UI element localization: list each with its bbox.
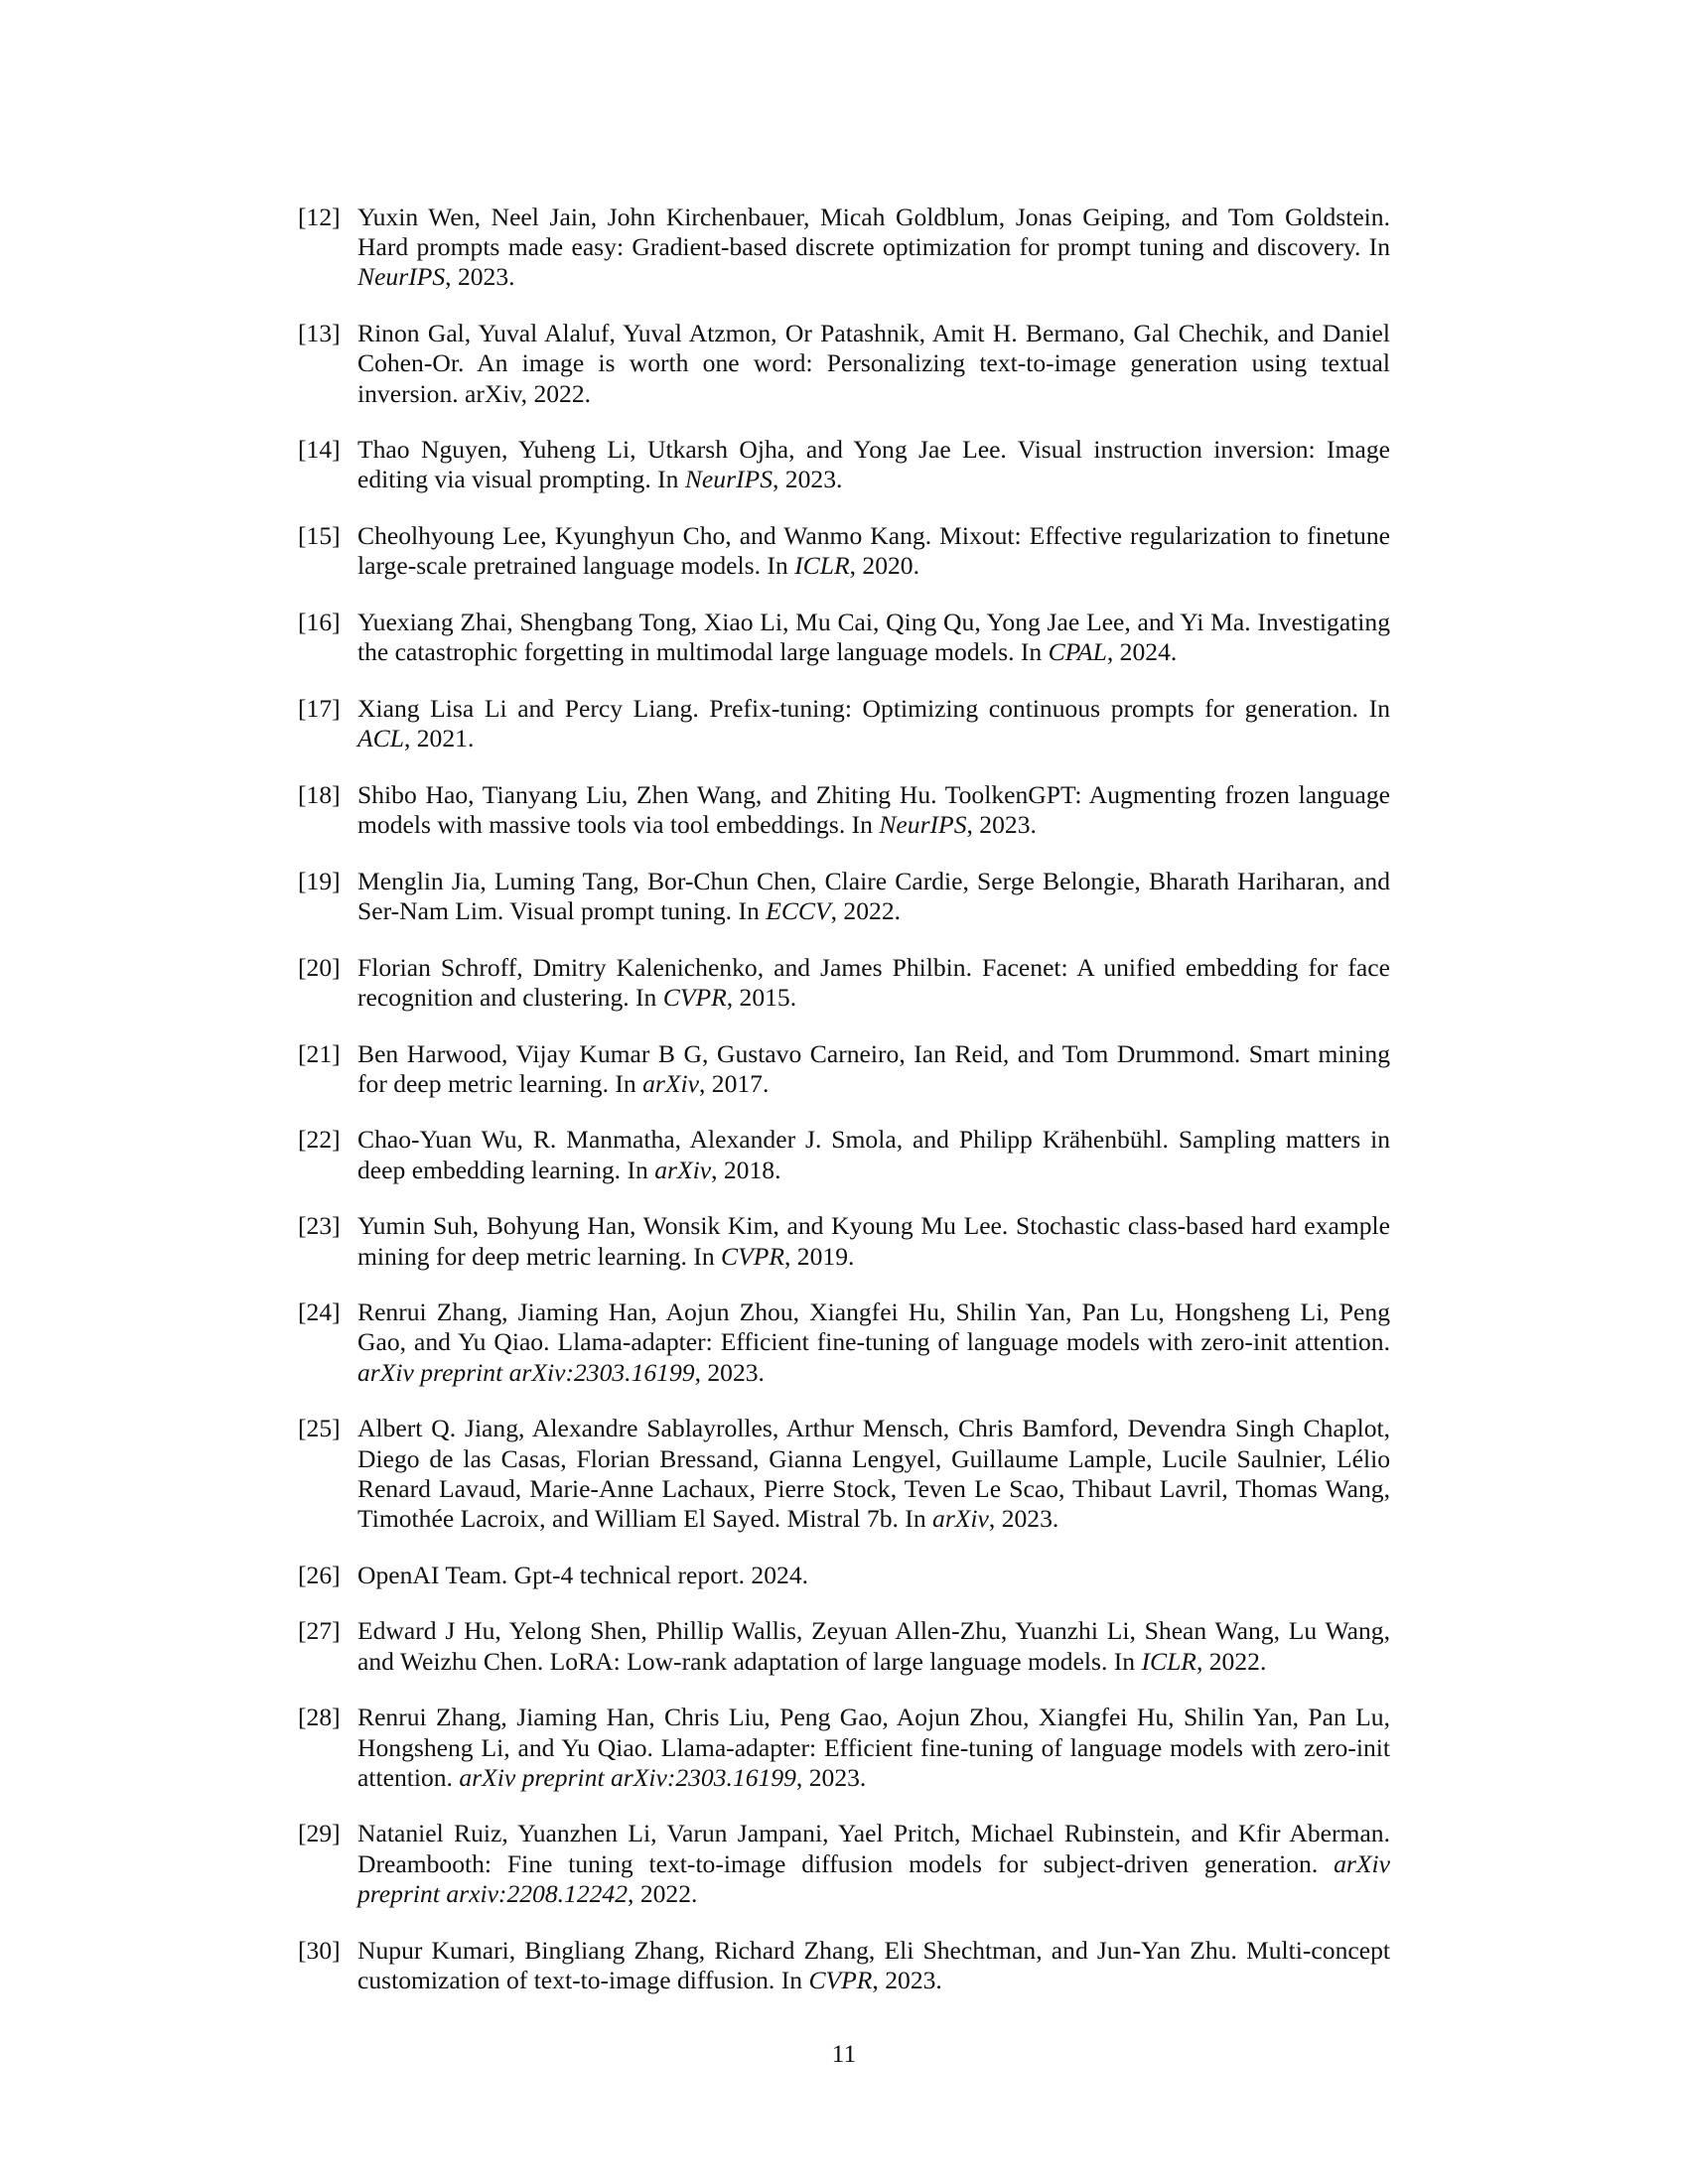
reference-text bbox=[357, 1039, 1390, 1099]
reference-segment: , 2023. bbox=[988, 1504, 1059, 1533]
reference-segment: , 2023. bbox=[966, 810, 1037, 840]
reference-segment: Renrui Zhang, Jiaming Han, Aojun Zhou, Xiangfei Hu, Shilin Yan, Pan Lu, Hongsheng Li, Peng Gao, and Yu Qiao. Llama-adapter: Efficient fine-tuning of language models with zero-init attention. bbox=[357, 1297, 1390, 1357]
reference-number: [25] bbox=[298, 1414, 341, 1443]
reference-venue: CVPR bbox=[721, 1241, 784, 1271]
reference-item bbox=[298, 608, 1390, 667]
reference-text bbox=[357, 780, 1390, 840]
reference-number: [30] bbox=[298, 1935, 341, 1965]
reference-text bbox=[357, 319, 1390, 409]
reference-segment: , 2018. bbox=[711, 1155, 781, 1184]
reference-item bbox=[298, 435, 1390, 494]
reference-text bbox=[357, 1211, 1390, 1271]
reference-venue: NeurIPS bbox=[879, 810, 967, 840]
reference-item bbox=[298, 1561, 1390, 1590]
reference-number: [12] bbox=[298, 203, 341, 231]
reference-segment: Florian Schroff, Dmitry Kalenichenko, and James Philbin. Facenet: A unified embedding for face recognition and clustering. In bbox=[357, 952, 1390, 1012]
reference-segment: , 2023. bbox=[872, 1965, 942, 1994]
reference-venue: arXiv preprint arXiv:2303.16199 bbox=[459, 1762, 796, 1792]
reference-venue: arXiv preprint arXiv:2303.16199 bbox=[357, 1357, 695, 1387]
reference-segment: Renrui Zhang, Jiaming Han, Chris Liu, Peng Gao, Aojun Zhou, Xiangfei Hu, Shilin Yan, Pan Lu, Hongsheng Li, and Yu Qiao. Llama-adapter: Efficient fine-tuning of language models with zero-init attention. bbox=[357, 1703, 1390, 1792]
reference-venue: ICLR bbox=[794, 551, 850, 581]
reference-text bbox=[357, 1616, 1390, 1676]
reference-segment: Thao Nguyen, Yuheng Li, Utkarsh Ojha, and Yong Jae Lee. Visual instruction inversion: Image editing via visual prompting. In bbox=[357, 435, 1390, 494]
reference-segment: , 2019. bbox=[784, 1241, 855, 1271]
reference-venue: CPAL bbox=[1048, 637, 1107, 667]
page-number: 11 bbox=[831, 2039, 857, 2068]
reference-text bbox=[357, 1125, 1390, 1184]
reference-segment: Chao-Yuan Wu, R. Manmatha, Alexander J. Smola, and Philipp Krähenbühl. Sampling matters in deep embedding learning. In bbox=[357, 1125, 1390, 1184]
reference-segment: , 2015. bbox=[726, 982, 797, 1012]
reference-segment: Yumin Suh, Bohyung Han, Wonsik Kim, and Kyoung Mu Lee. Stochastic class-based hard example mining for deep metric learning. In bbox=[357, 1211, 1390, 1271]
reference-segment: Shibo Hao, Tianyang Liu, Zhen Wang, and Zhiting Hu. ToolkenGPT: Augmenting frozen language models with massive tools via tool embeddings. In bbox=[357, 779, 1390, 840]
reference-item bbox=[298, 319, 1390, 409]
reference-text bbox=[357, 953, 1390, 1013]
reference-number: [15] bbox=[298, 521, 341, 551]
reference-text bbox=[357, 1703, 1390, 1793]
reference-number: [26] bbox=[298, 1560, 341, 1589]
reference-item bbox=[298, 1297, 1390, 1388]
reference-text bbox=[357, 203, 1390, 293]
reference-text bbox=[357, 435, 1390, 494]
reference-venue: NeurIPS bbox=[357, 262, 446, 292]
reference-segment: Albert Q. Jiang, Alexandre Sablayrolles, Arthur Mensch, Chris Bamford, Devendra Singh Chaplot, Diego de las Casas, Florian Bressand, Gianna Lengyel, Guillaume Lample, Lucile Saulnier, Lélio Renard Lavaud, Marie-Anne Lachaux, Pierre Stock, Teven Le Scao, Thibaut Lavril, Thomas Wang, Timothée Lacroix, and William El Sayed. Mistral 7b. In bbox=[357, 1414, 1390, 1533]
reference-segment: , 2017. bbox=[698, 1068, 770, 1098]
reference-segment: Menglin Jia, Luming Tang, Bor-Chun Chen, Claire Cardie, Serge Belongie, Bharath Hariharan, and Ser-Nam Lim. Visual prompt tuning. In bbox=[357, 866, 1390, 925]
reference-number: [20] bbox=[298, 952, 341, 982]
reference-segment: , 2022. bbox=[628, 1878, 698, 1908]
reference-segment: Nupur Kumari, Bingliang Zhang, Richard Zhang, Eli Shechtman, and Jun-Yan Zhu. Multi-concept customization of text-to-image diffusion. In bbox=[357, 1935, 1390, 1994]
reference-number: [17] bbox=[298, 693, 341, 723]
reference-item bbox=[298, 694, 1390, 753]
reference-segment: Cheolhyoung Lee, Kyunghyun Cho, and Wanmo Kang. Mixout: Effective regularization to finetune large-scale pretrained language models. In bbox=[357, 521, 1390, 581]
reference-segment: , 2023. bbox=[795, 1762, 867, 1792]
reference-item bbox=[298, 1616, 1390, 1676]
reference-segment: Yuexiang Zhai, Shengbang Tong, Xiao Li, Mu Cai, Qing Qu, Yong Jae Lee, and Yi Ma. Investigating the catastrophic forgetting in multimodal large language models. In bbox=[357, 608, 1390, 667]
reference-text bbox=[357, 1561, 1390, 1590]
reference-text bbox=[357, 1936, 1390, 1995]
reference-segment: Nataniel Ruiz, Yuanzhen Li, Varun Jampani, Yael Pritch, Michael Rubinstein, and Kfir Aberman. Dreambooth: Fine tuning text-to-image diffusion models for subject-driven generation. bbox=[357, 1819, 1390, 1878]
reference-segment: , 2020. bbox=[849, 551, 919, 581]
reference-segment: Xiang Lisa Li and Percy Liang. Prefix-tuning: Optimizing continuous prompts for generation. In bbox=[357, 693, 1390, 723]
reference-item bbox=[298, 780, 1390, 840]
reference-text bbox=[357, 608, 1390, 667]
reference-item bbox=[298, 1819, 1390, 1909]
reference-segment: , 2024. bbox=[1106, 637, 1178, 667]
reference-segment: , 2023. bbox=[773, 465, 843, 494]
reference-text bbox=[357, 867, 1390, 926]
reference-item bbox=[298, 1125, 1390, 1184]
reference-segment: Ben Harwood, Vijay Kumar B G, Gustavo Carneiro, Ian Reid, and Tom Drummond. Smart mining for deep metric learning. In bbox=[357, 1038, 1390, 1098]
reference-venue: CVPR bbox=[662, 982, 727, 1012]
reference-text bbox=[357, 694, 1390, 753]
reference-number: [14] bbox=[298, 435, 341, 465]
reference-segment: Rinon Gal, Yuval Alaluf, Yuval Atzmon, Or Patashnik, Amit H. Bermano, Gal Chechik, and Daniel Cohen-Or. An image is worth one word: Personalizing text-to-image generation using textual inversion. arXiv, 2022. bbox=[357, 319, 1390, 408]
reference-venue: ICLR bbox=[1141, 1646, 1196, 1676]
reference-number: [28] bbox=[298, 1703, 341, 1732]
reference-number: [16] bbox=[298, 608, 341, 637]
reference-text bbox=[357, 1414, 1390, 1534]
reference-number: [18] bbox=[298, 779, 341, 809]
reference-venue: arXiv preprint arxiv:2208.12242 bbox=[357, 1848, 1390, 1908]
reference-number: [24] bbox=[298, 1297, 341, 1327]
reference-item bbox=[298, 203, 1390, 293]
reference-number: [19] bbox=[298, 866, 341, 895]
reference-segment: Edward J Hu, Yelong Shen, Phillip Wallis, Zeyuan Allen-Zhu, Yuanzhi Li, Shean Wang, Lu Wang, and Weizhu Chen. LoRA: Low-rank adaptation of large language models. In bbox=[357, 1616, 1390, 1676]
reference-item bbox=[298, 521, 1390, 581]
reference-segment: , 2023. bbox=[694, 1357, 765, 1387]
reference-segment: , 2022. bbox=[830, 895, 902, 925]
reference-segment: , 2023. bbox=[445, 262, 515, 292]
reference-text bbox=[357, 1297, 1390, 1388]
reference-segment: Yuxin Wen, Neel Jain, John Kirchenbauer, Micah Goldblum, Jonas Geiping, and Tom Goldstein. Hard prompts made easy: Gradient-based discrete optimization for prompt tuning and discovery. In bbox=[357, 203, 1390, 262]
reference-venue: NeurIPS bbox=[684, 465, 773, 494]
reference-item bbox=[298, 1039, 1390, 1099]
reference-venue: arXiv bbox=[642, 1068, 699, 1098]
reference-item bbox=[298, 953, 1390, 1013]
reference-item bbox=[298, 1211, 1390, 1271]
reference-venue: arXiv bbox=[932, 1504, 989, 1533]
reference-number: [27] bbox=[298, 1616, 341, 1646]
reference-item bbox=[298, 1936, 1390, 1995]
reference-venue: CVPR bbox=[808, 1965, 873, 1994]
reference-venue: arXiv bbox=[654, 1155, 712, 1184]
reference-item bbox=[298, 1703, 1390, 1793]
reference-number: [13] bbox=[298, 319, 341, 348]
reference-venue: ACL bbox=[357, 724, 404, 753]
reference-venue: ECCV bbox=[766, 895, 831, 925]
reference-segment: OpenAI Team. Gpt-4 technical report. 2024. bbox=[357, 1560, 809, 1589]
reference-item bbox=[298, 867, 1390, 926]
reference-number: [23] bbox=[298, 1211, 341, 1241]
reference-segment: , 2021. bbox=[403, 724, 475, 753]
reference-list bbox=[298, 203, 1390, 2021]
reference-item bbox=[298, 1414, 1390, 1534]
reference-number: [29] bbox=[298, 1819, 341, 1848]
reference-text bbox=[357, 1819, 1390, 1909]
reference-number: [21] bbox=[298, 1038, 341, 1068]
reference-number: [22] bbox=[298, 1125, 341, 1155]
reference-text bbox=[357, 521, 1390, 581]
reference-segment: , 2022. bbox=[1196, 1646, 1267, 1676]
